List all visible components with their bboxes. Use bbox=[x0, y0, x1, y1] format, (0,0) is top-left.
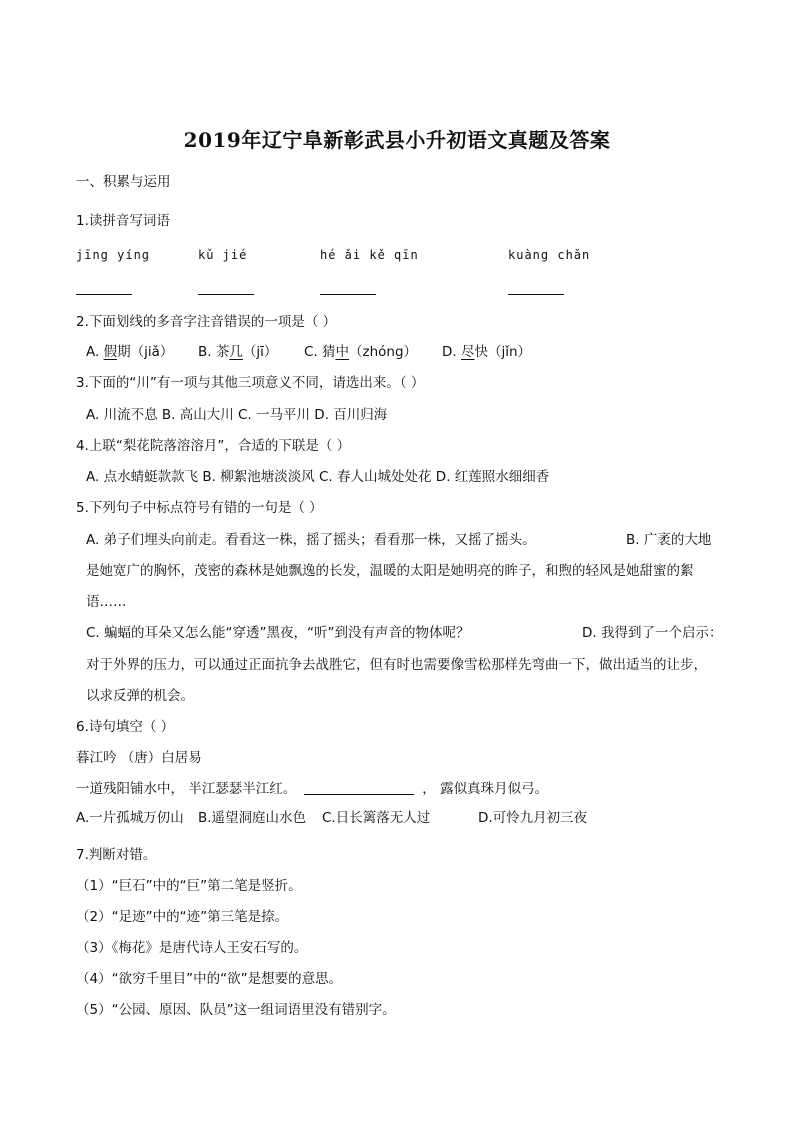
pinyin-4: kuàng chǎn bbox=[508, 248, 591, 262]
question-6-option-b: B.遥望洞庭山水色 bbox=[198, 810, 307, 826]
question-2-option-d: D. 尽快（jǐn） bbox=[442, 344, 532, 360]
answer-blank bbox=[198, 294, 254, 295]
question-3-options: A. 川流不息 B. 高山大川 C. 一马平川 D. 百川归海 bbox=[86, 407, 388, 423]
question-7-stem: 7.判断对错。 bbox=[76, 847, 157, 863]
question-5-option-b-continued: 是她宽广的胸怀，茂密的森林是她飘逸的长发，温暖的太阳是她明亮的眸子，和煦的轻风是她甜蜜的絮 bbox=[86, 563, 694, 579]
section-heading: 一、积累与运用 bbox=[76, 174, 171, 190]
pinyin-3: hé ǎi kě qīn bbox=[320, 248, 419, 262]
question-3-stem: 3.下面的“川”有一项与其他三项意义不同，请选出来。（ ） bbox=[76, 375, 425, 391]
poem-title: 暮江吟 （唐）白居易 bbox=[76, 750, 202, 766]
poem-line: 一道残阳铺水中， 半江瑟瑟半江红。 ， 露似真珠月似弓。 bbox=[76, 781, 549, 797]
question-5-option-d-end: 以求反弹的机会。 bbox=[86, 688, 194, 704]
question-5-option-c: C. 蝙蝠的耳朵又怎么能“穿透”黑夜，“听”到没有声音的物体呢？ bbox=[86, 625, 470, 641]
question-6-option-a: A.一片孤城万仞山 bbox=[76, 810, 184, 826]
question-5-option-b-end: 语…… bbox=[86, 594, 127, 610]
question-5-option-a: A. 弟子们埋头向前走。看看这一株，摇了摇头；看看那一株，又摇了摇头。 bbox=[86, 532, 536, 548]
question-2-stem: 2.下面划线的多音字注音错误的一项是（ ） bbox=[76, 314, 337, 330]
question-2-option-a: A. 假期（jiǎ） bbox=[86, 344, 174, 360]
question-6-stem: 6.诗句填空（ ） bbox=[76, 719, 175, 735]
question-5-stem: 5.下列句子中标点符号有错的一句是（ ） bbox=[76, 500, 323, 516]
question-5-option-d-continued: 对于外界的压力，可以通过正面抗争去战胜它，但有时也需要像雪松那样先弯曲一下，做出适当的让步， bbox=[86, 657, 707, 673]
answer-blank bbox=[508, 294, 564, 295]
question-2-option-c: C. 猜中（zhóng） bbox=[304, 344, 418, 360]
pinyin-2: kǔ jié bbox=[198, 248, 248, 262]
question-1-stem: 1.读拼音写词语 bbox=[76, 213, 170, 229]
question-4-stem: 4.上联“梨花院落溶溶月”，合适的下联是（ ） bbox=[76, 438, 351, 454]
question-4-options: A. 点水蜻蜓款款飞 B. 柳絮池塘淡淡风 C. 春人山城处处花 D. 红莲照水细细香 bbox=[86, 469, 550, 485]
question-7-item: （4）“欲穷千里目”中的“欲”是想要的意思。 bbox=[76, 971, 343, 987]
question-7-item: （3）《梅花》是唐代诗人王安石写的。 bbox=[76, 940, 308, 956]
question-5-option-b: B. 广袤的大地 bbox=[626, 532, 712, 548]
page-title: 2019年辽宁阜新彰武县小升初语文真题及答案 bbox=[183, 128, 611, 152]
answer-blank bbox=[320, 294, 376, 295]
question-7-item: （5）“公园、原因、队员”这一组词语里没有错别字。 bbox=[76, 1002, 396, 1018]
pinyin-1: jīng yíng bbox=[76, 248, 151, 262]
question-2-option-b: B. 茶几（jī） bbox=[198, 344, 278, 360]
question-7-item: （2）“足迹”中的“迹”第三笔是捺。 bbox=[76, 909, 289, 925]
question-7-item: （1）“巨石”中的“巨”第二笔是竖折。 bbox=[76, 878, 302, 894]
question-6-option-d: D.可怜九月初三夜 bbox=[478, 810, 588, 826]
question-5-option-d: D. 我得到了一个启示： bbox=[582, 625, 723, 641]
question-6-option-c: C.日长篱落无人过 bbox=[322, 810, 431, 826]
answer-blank bbox=[76, 294, 132, 295]
fill-blank bbox=[304, 780, 414, 795]
